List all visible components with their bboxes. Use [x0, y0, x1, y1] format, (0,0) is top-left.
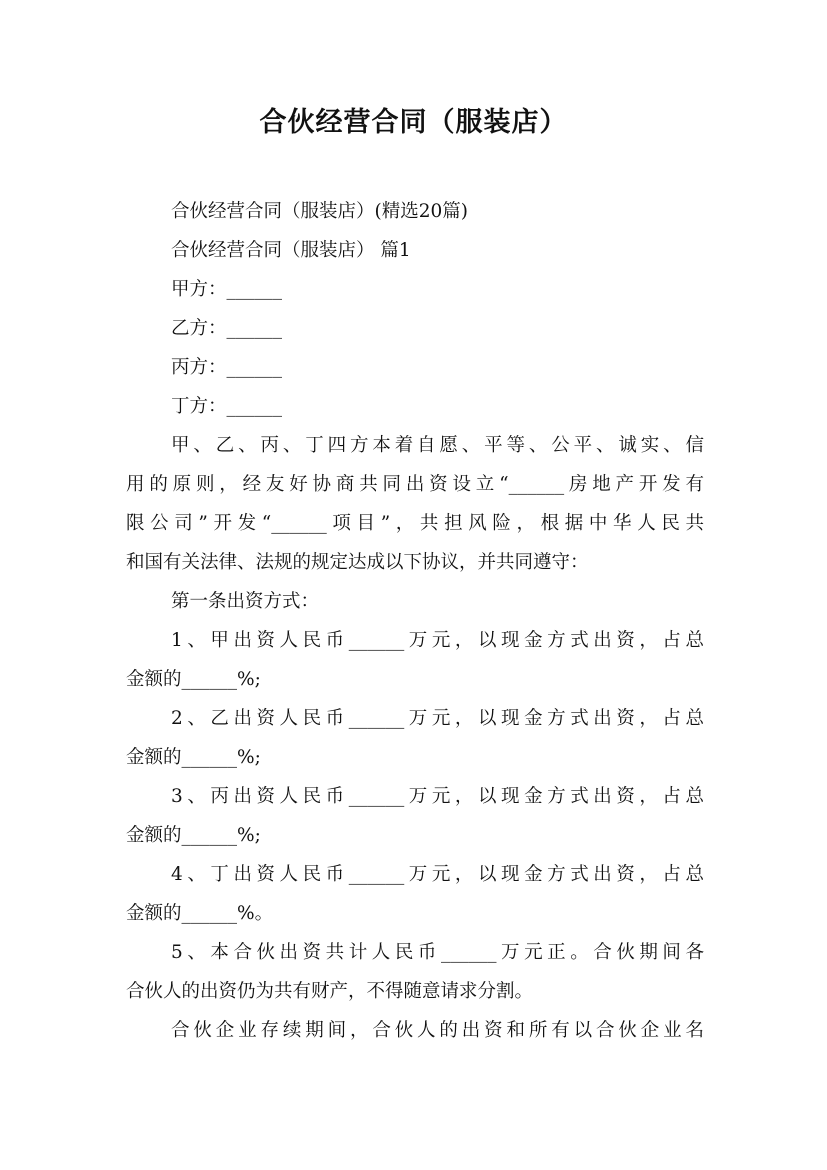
paragraph-line: 甲、乙、丙、丁四方本着自愿、平等、公平、诚实、信	[171, 435, 704, 456]
paragraph-line: 合伙企业存续期间，合伙人的出资和所有以合伙企业名	[171, 1020, 704, 1041]
clause-line: 2、乙出资人民币______万元，以现金方式出资，占总	[171, 708, 704, 729]
party-d-line: 丁方：______	[171, 396, 283, 417]
clause-line: 1、甲出资人民币______万元，以现金方式出资，占总	[171, 630, 704, 651]
document-title: 合伙经营合同（服装店）	[259, 107, 568, 138]
party-b-line: 乙方：______	[171, 318, 283, 339]
paragraph-line: 限公司”开发“______项目”，共担风险，根据中华人民共	[126, 513, 704, 534]
clause-line: 合伙人的出资仍为共有财产，不得随意请求分割。	[126, 981, 534, 1002]
party-a-line: 甲方：______	[171, 279, 283, 300]
article-heading: 第一条出资方式：	[171, 591, 320, 612]
clause-line: 金额的______%。	[126, 903, 274, 924]
clause-line: 金额的______%;	[126, 825, 261, 846]
paragraph-line: 用的原则，经友好协商共同出资设立“______房地产开发有	[126, 474, 704, 495]
subtitle-line: 合伙经营合同（服装店）(精选20篇)	[171, 201, 468, 222]
paragraph-line: 和国有关法律、法规的规定达成以下协议，并共同遵守：	[126, 552, 589, 573]
party-c-line: 丙方：______	[171, 357, 283, 378]
clause-line: 金额的______%;	[126, 747, 261, 768]
section-heading: 合伙经营合同（服装店） 篇1	[171, 240, 411, 261]
clause-line: 5、本合伙出资共计人民币______万元正。合伙期间各	[171, 942, 704, 963]
clause-line: 金额的______%;	[126, 669, 261, 690]
clause-line: 4、丁出资人民币______万元，以现金方式出资，占总	[171, 864, 704, 885]
clause-line: 3、丙出资人民币______万元，以现金方式出资，占总	[171, 786, 704, 807]
